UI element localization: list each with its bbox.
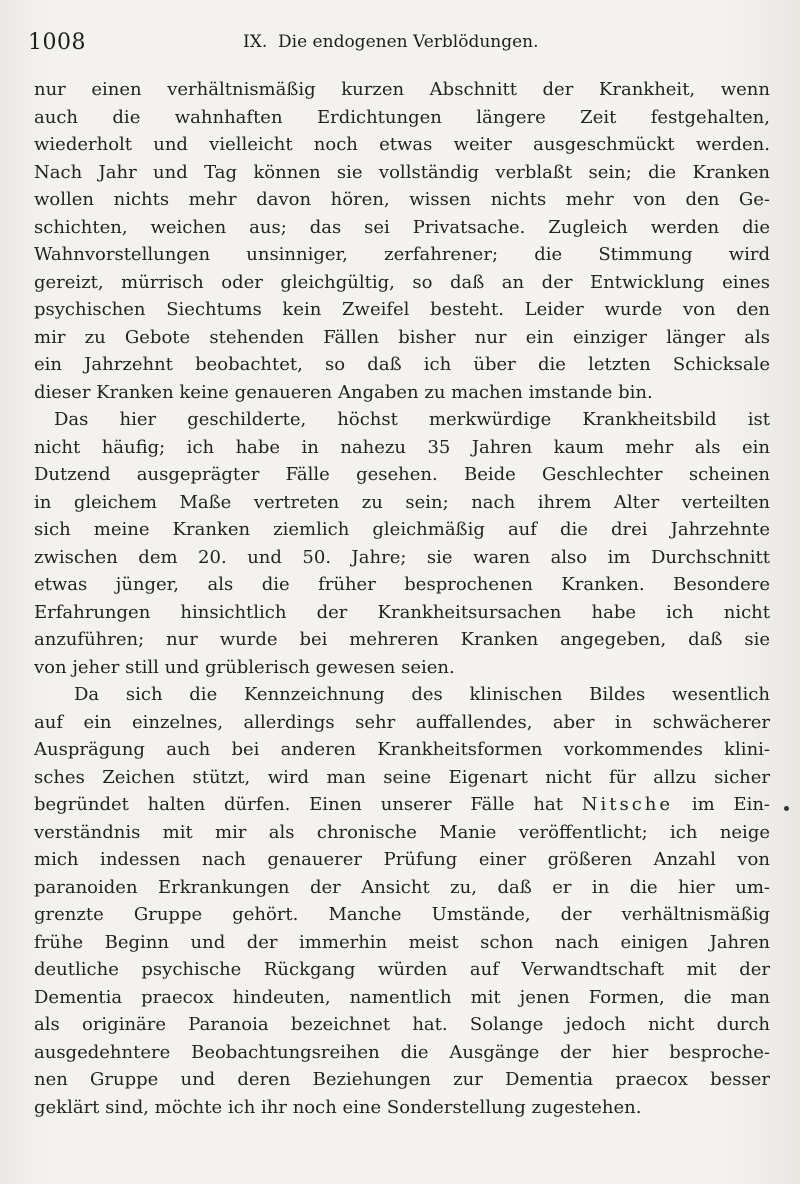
margin-mark [784, 806, 789, 811]
text-line: grenzte Gruppe gehört. Manche Umstände, der verhältnismäßig [34, 904, 770, 925]
text-line: auch die wahnhaften Erdichtungen längere Zeit festgehalten, [34, 106, 770, 128]
text-line: wollen nichts mehr davon hören, wissen nichts mehr von den Ge- [34, 189, 770, 210]
text-line: verständnis mit mir als chronische Manie veröffentlicht; ich neige [34, 821, 770, 843]
text-line: auf ein einzelnes, allerdings sehr auffallendes, aber in schwächerer [34, 711, 770, 733]
text-line: deutliche psychische Rückgang würden auf Verwandtschaft mit der [34, 959, 770, 980]
text-line: ein Jahrzehnt beobachtet, so daß ich über die letzten Schicksale [34, 354, 770, 375]
text-line: Da sich die Kennzeichnung des klinischen Bildes wesentlich [74, 684, 770, 705]
text-line: geklärt sind, möchte ich ihr noch eine Sonderstellung zugestehen. [34, 1096, 642, 1118]
paragraph [34, 681, 770, 1121]
text-line: anzuführen; nur wurde bei mehreren Kranken angegeben, daß sie [34, 629, 770, 650]
text-line: mich indessen nach genauerer Prüfung einer größeren Anzahl von [34, 849, 770, 870]
text-line: zwischen dem 20. und 50. Jahre; sie waren also im Durchschnitt [34, 546, 770, 568]
text-line: begründet halten dürfen. Einen unserer Fälle hat Nitsche im Ein- [34, 794, 771, 815]
page-number: 1008 [28, 30, 86, 55]
text-line: Ausprägung auch bei anderen Krankheitsformen vorkommendes klini- [34, 739, 770, 760]
text-line: ausgedehntere Beobachtungsreihen die Ausgänge der hier besproche- [34, 1041, 770, 1063]
text-line: etwas jünger, als die früher besprochenen Kranken. Besondere [34, 574, 770, 595]
text-line: Erfahrungen hinsichtlich der Krankheitsursachen habe ich nicht [34, 601, 770, 623]
text-line: in gleichem Maße vertreten zu sein; nach ihrem Alter verteilten [34, 491, 770, 513]
paragraph [34, 76, 770, 406]
text-line: sches Zeichen stützt, wird man seine Eigenart nicht für allzu sicher [34, 766, 770, 788]
text-line: gereizt, mürrisch oder gleichgültig, so daß an der Entwicklung eines [34, 271, 770, 293]
text-line: Wahnvorstellungen unsinniger, zerfahrener; die Stimmung wird [34, 244, 770, 265]
paragraph [34, 406, 770, 681]
text-line: nur einen verhältnismäßig kurzen Abschnitt der Krankheit, wenn [34, 79, 770, 100]
text-line: mir zu Gebote stehenden Fällen bisher nur ein einziger länger als [34, 326, 770, 348]
text-line: nen Gruppe und deren Beziehungen zur Dementia praecox besser [34, 1069, 770, 1090]
page-header [28, 30, 760, 58]
text-line: Dementia praecox hindeuten, namentlich mit jenen Formen, die man [34, 986, 770, 1008]
text-line: paranoiden Erkrankungen der Ansicht zu, daß er in die hier um- [34, 876, 770, 898]
text-line: frühe Beginn und der immerhin meist schon nach einigen Jahren [34, 931, 770, 953]
text-line: als originäre Paranoia bezeichnet hat. Solange jedoch nicht durch [34, 1014, 770, 1035]
running-title: IX. Die endogenen Verblödungen. [243, 32, 539, 52]
text-line: wiederholt und vielleicht noch etwas weiter ausgeschmückt werden. [34, 134, 770, 155]
author-name: Nitsche [581, 794, 674, 815]
text-line: schichten, weichen aus; das sei Privatsache. Zugleich werden die [34, 216, 770, 238]
text-line: von jeher still und grüblerisch gewesen seien. [34, 656, 455, 678]
text-line: Das hier geschilderte, höchst merkwürdige Krankheitsbild ist [54, 409, 770, 430]
text-line: Dutzend ausgeprägter Fälle gesehen. Beide Geschlechter scheinen [34, 464, 770, 485]
text-line: nicht häufig; ich habe in nahezu 35 Jahren kaum mehr als ein [34, 436, 770, 458]
text-line: Nach Jahr und Tag können sie vollständig verblaßt sein; die Kranken [34, 161, 770, 183]
text-line: dieser Kranken keine genaueren Angaben zu machen imstande bin. [34, 381, 653, 403]
text-line: sich meine Kranken ziemlich gleichmäßig auf die drei Jahrzehnte [34, 519, 770, 540]
body-text [34, 76, 770, 1121]
text-line: psychischen Siechtums kein Zweifel besteht. Leider wurde von den [34, 299, 770, 320]
